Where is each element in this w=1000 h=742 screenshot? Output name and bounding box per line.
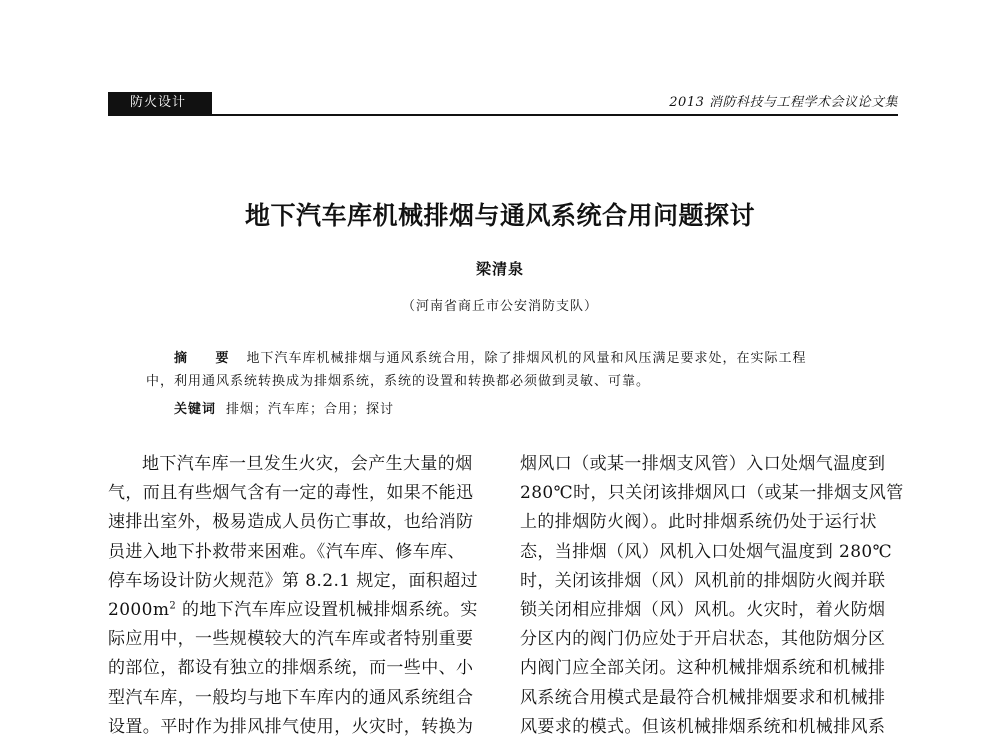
body-line: 际应用中，一些规模较大的汽车库或者特别重要 <box>108 629 474 650</box>
section-tag: 防火设计 <box>108 92 212 114</box>
body-line: 的部位，都设有独立的排烟系统，而一些中、小 <box>108 658 474 679</box>
body-line: 停车场设计防火规范》第 8.2.1 规定，面积超过 <box>108 570 479 591</box>
body-line: 内阀门应全部关闭。这种机械排烟系统和机械排 <box>520 658 886 679</box>
body-line: 速排出室外，极易造成人员伤亡事故，也给消防 <box>108 512 474 533</box>
abstract-text: 地下汽车库机械排烟与通风系统合用，除了排烟风机的风量和风压满足要求处，在实际工程 <box>246 351 807 366</box>
author-affiliation: （河南省商丘市公安消防支队） <box>401 299 598 314</box>
body-line: 员进入地下扑救带来困难。《汽车库、修车库、 <box>108 541 465 562</box>
keywords-label: 关键词 <box>174 402 217 417</box>
journal-title: 2013 消防科技与工程学术会议论文集 <box>669 95 898 110</box>
page-header <box>108 92 898 114</box>
abstract-line <box>146 347 866 370</box>
author-name: 梁清泉 <box>475 260 524 278</box>
body-line: 型汽车库，一般均与地下车库内的通风系统组合 <box>108 687 474 708</box>
keywords <box>174 400 394 420</box>
body-line: 风系统合用模式是最符合机械排烟要求和机械排 <box>520 687 886 708</box>
body-line: 风要求的模式。但该机械排烟系统和机械排风系 <box>520 716 886 737</box>
body-line: 分区内的阀门仍应处于开启状态，其他防烟分区 <box>520 629 886 650</box>
abstract-label: 摘 要 <box>174 351 241 366</box>
abstract <box>146 347 866 393</box>
body-line: 地下汽车库一旦发生火灾，会产生大量的烟 <box>142 454 473 474</box>
keywords-text: 排烟；汽车库；合用；探讨 <box>226 402 395 417</box>
body-line-rest: 的地下汽车库应设置机械排烟系统。实 <box>176 599 478 620</box>
body-line: 态，当排烟（风）风机入口处烟气温度到 280℃ <box>520 541 893 562</box>
body-line: 时，关闭该排烟（风）风机前的排烟防火阀并联 <box>520 570 886 591</box>
article-title: 地下汽车库机械排烟与通风系统合用问题探讨 <box>244 201 755 230</box>
body-line: 烟风口（或某一排烟支风管）入口处烟气温度到 <box>520 454 886 474</box>
body-line <box>108 596 486 625</box>
body-column-left <box>108 450 486 742</box>
body-line: 280℃时，只关闭该排烟风口（或某一排烟支风管 <box>520 483 904 504</box>
body-line: 设置。平时作为排风排气使用，火灾时，转换为 <box>108 716 474 737</box>
area-unit-exponent: 2 <box>169 600 177 612</box>
abstract-line: 中，利用通风系统转换成为排烟系统，系统的设置和转换都必须做到灵敏、可靠。 <box>146 374 651 389</box>
body-line: 气，而且有些烟气含有一定的毒性，如果不能迅 <box>108 483 474 504</box>
area-value: 2000m <box>108 599 170 620</box>
body-line: 锁关闭相应排烟（风）风机。火灾时，着火防烟 <box>520 599 886 620</box>
body-line: 上的排烟防火阀）。此时排烟系统仍处于运行状 <box>520 512 877 533</box>
header-rule <box>108 114 898 116</box>
body-column-right <box>520 450 904 742</box>
